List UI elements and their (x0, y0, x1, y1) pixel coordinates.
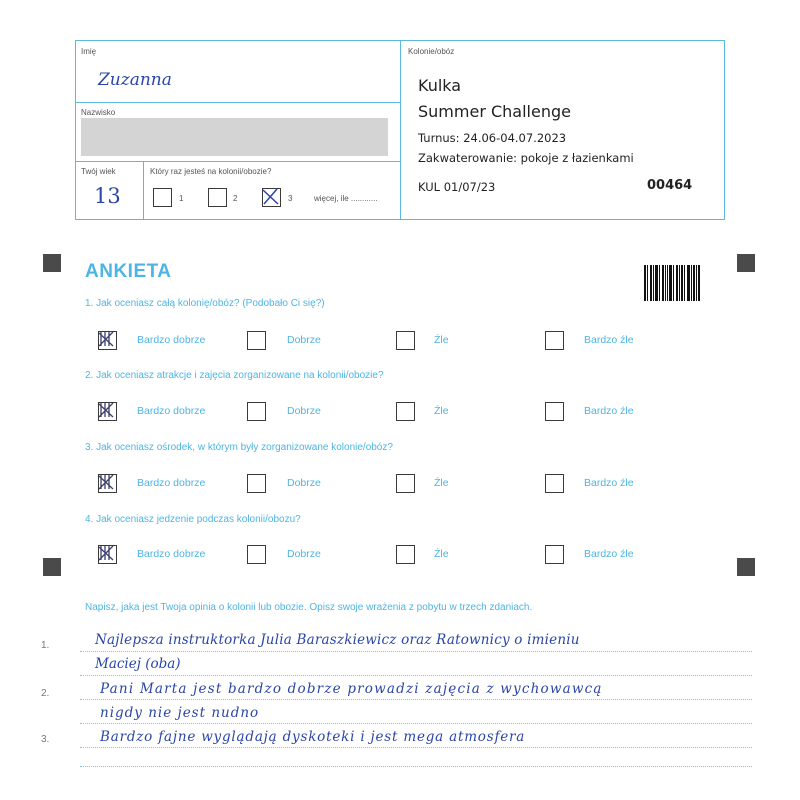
q4-checkbox-dobrze[interactable] (247, 545, 266, 564)
name-value: Zuzanna (98, 70, 172, 90)
line-number-1: 1. (41, 640, 50, 651)
barcode-icon (644, 265, 700, 301)
opinion-line (80, 723, 752, 724)
q4-option-bardzo-zle: Bardzo źle (584, 548, 634, 560)
form-number: 00464 (647, 178, 693, 193)
name-label: Imię (81, 47, 97, 56)
q3-option-bardzo-dobrze: Bardzo dobrze (137, 477, 206, 489)
q4-checkbox-bardzo-dobrze[interactable] (98, 545, 117, 564)
opinion-line (80, 651, 752, 652)
times-option-2: 2 (233, 194, 238, 203)
header-divider-age (143, 161, 144, 220)
q1-checkbox-bardzo-dobrze[interactable] (98, 331, 117, 350)
camp-name-line2: Summer Challenge (418, 102, 571, 121)
opinion-line (80, 699, 752, 700)
handwritten-line-1: Najlepsza instruktorka Julia Baraszkiewicz oraz Ratownicy o imieniu (95, 632, 580, 648)
age-label: Twój wiek (81, 167, 116, 176)
opinion-line (80, 766, 752, 767)
q1-option-bardzo-dobrze: Bardzo dobrze (137, 334, 206, 346)
times-label: Który raz jesteś na kolonii/obozie? (150, 167, 272, 176)
camp-name-line1: Kulka (418, 76, 462, 95)
q4-option-zle: Źle (434, 548, 449, 560)
camp-label: Kolonie/obóz (408, 47, 455, 56)
times-option-more: więcej, ile ............ (314, 194, 378, 203)
times-option-1: 1 (179, 194, 184, 203)
q3-option-dobrze: Dobrze (287, 477, 321, 489)
question-1: 1. Jak oceniasz całą kolonię/obóz? (Podobało Ci się?) (85, 298, 325, 309)
turnus: Turnus: 24.06-04.07.2023 (418, 131, 567, 145)
q1-checkbox-dobrze[interactable] (247, 331, 266, 350)
times-checkbox-3[interactable] (262, 188, 281, 207)
check-mark-icon (97, 401, 116, 420)
registration-marker-bottom-right (737, 558, 755, 576)
times-checkbox-2[interactable] (208, 188, 227, 207)
q2-checkbox-bardzo-zle[interactable] (545, 402, 564, 421)
check-mark-icon (97, 330, 116, 349)
camp-code: KUL 01/07/23 (418, 180, 496, 194)
q4-checkbox-bardzo-zle[interactable] (545, 545, 564, 564)
q3-checkbox-zle[interactable] (396, 474, 415, 493)
registration-marker-top-left (43, 254, 61, 272)
q1-option-bardzo-zle: Bardzo źle (584, 334, 634, 346)
q2-checkbox-bardzo-dobrze[interactable] (98, 402, 117, 421)
q2-checkbox-zle[interactable] (396, 402, 415, 421)
q1-option-dobrze: Dobrze (287, 334, 321, 346)
check-mark-icon (97, 544, 116, 563)
question-2: 2. Jak oceniasz atrakcje i zajęcia zorganizowane na kolonii/obozie? (85, 370, 384, 381)
q4-option-dobrze: Dobrze (287, 548, 321, 560)
zakwaterowanie: Zakwaterowanie: pokoje z łazienkami (418, 151, 634, 165)
registration-marker-bottom-left (43, 558, 61, 576)
opinion-line (80, 675, 752, 676)
check-mark-icon (261, 187, 280, 206)
line-number-2: 2. (41, 688, 50, 699)
q3-option-bardzo-zle: Bardzo źle (584, 477, 634, 489)
times-option-3: 3 (288, 194, 293, 203)
surname-label: Nazwisko (81, 108, 116, 117)
handwritten-line-3: Pani Marta jest bardzo dobrze prowadzi zajęcia z wychowawcą (100, 681, 603, 697)
question-3: 3. Jak oceniasz ośrodek, w którym były zorganizowane kolonie/obóz? (85, 442, 393, 453)
question-4: 4. Jak oceniasz jedzenie podczas kolonii/obozu? (85, 514, 301, 525)
header-divider-vertical (400, 40, 401, 220)
header-divider-surname (75, 161, 400, 162)
handwritten-line-2: Maciej (oba) (95, 656, 181, 672)
handwritten-line-5: Bardzo fajne wyglądają dyskoteki i jest mega atmosfera (100, 729, 526, 745)
q2-option-zle: Źle (434, 405, 449, 417)
header-divider-name (75, 102, 400, 103)
q1-checkbox-zle[interactable] (396, 331, 415, 350)
q2-checkbox-dobrze[interactable] (247, 402, 266, 421)
q3-checkbox-bardzo-dobrze[interactable] (98, 474, 117, 493)
handwritten-line-4: nigdy nie jest nudno (100, 705, 260, 721)
q4-checkbox-zle[interactable] (396, 545, 415, 564)
q1-option-zle: Źle (434, 334, 449, 346)
surname-redaction (81, 118, 388, 156)
q3-checkbox-bardzo-zle[interactable] (545, 474, 564, 493)
line-number-3: 3. (41, 734, 50, 745)
times-checkbox-1[interactable] (153, 188, 172, 207)
opinion-line (80, 747, 752, 748)
q3-checkbox-dobrze[interactable] (247, 474, 266, 493)
q2-option-dobrze: Dobrze (287, 405, 321, 417)
check-mark-icon (97, 473, 116, 492)
q1-checkbox-bardzo-zle[interactable] (545, 331, 564, 350)
q2-option-bardzo-dobrze: Bardzo dobrze (137, 405, 206, 417)
opinion-prompt: Napisz, jaka jest Twoja opinia o kolonii lub obozie. Opisz swoje wrażenia z pobytu w trzech zdaniach. (85, 602, 533, 613)
survey-title: ANKIETA (85, 261, 172, 282)
age-value: 13 (94, 184, 121, 208)
q2-option-bardzo-zle: Bardzo źle (584, 405, 634, 417)
q3-option-zle: Źle (434, 477, 449, 489)
registration-marker-top-right (737, 254, 755, 272)
q4-option-bardzo-dobrze: Bardzo dobrze (137, 548, 206, 560)
